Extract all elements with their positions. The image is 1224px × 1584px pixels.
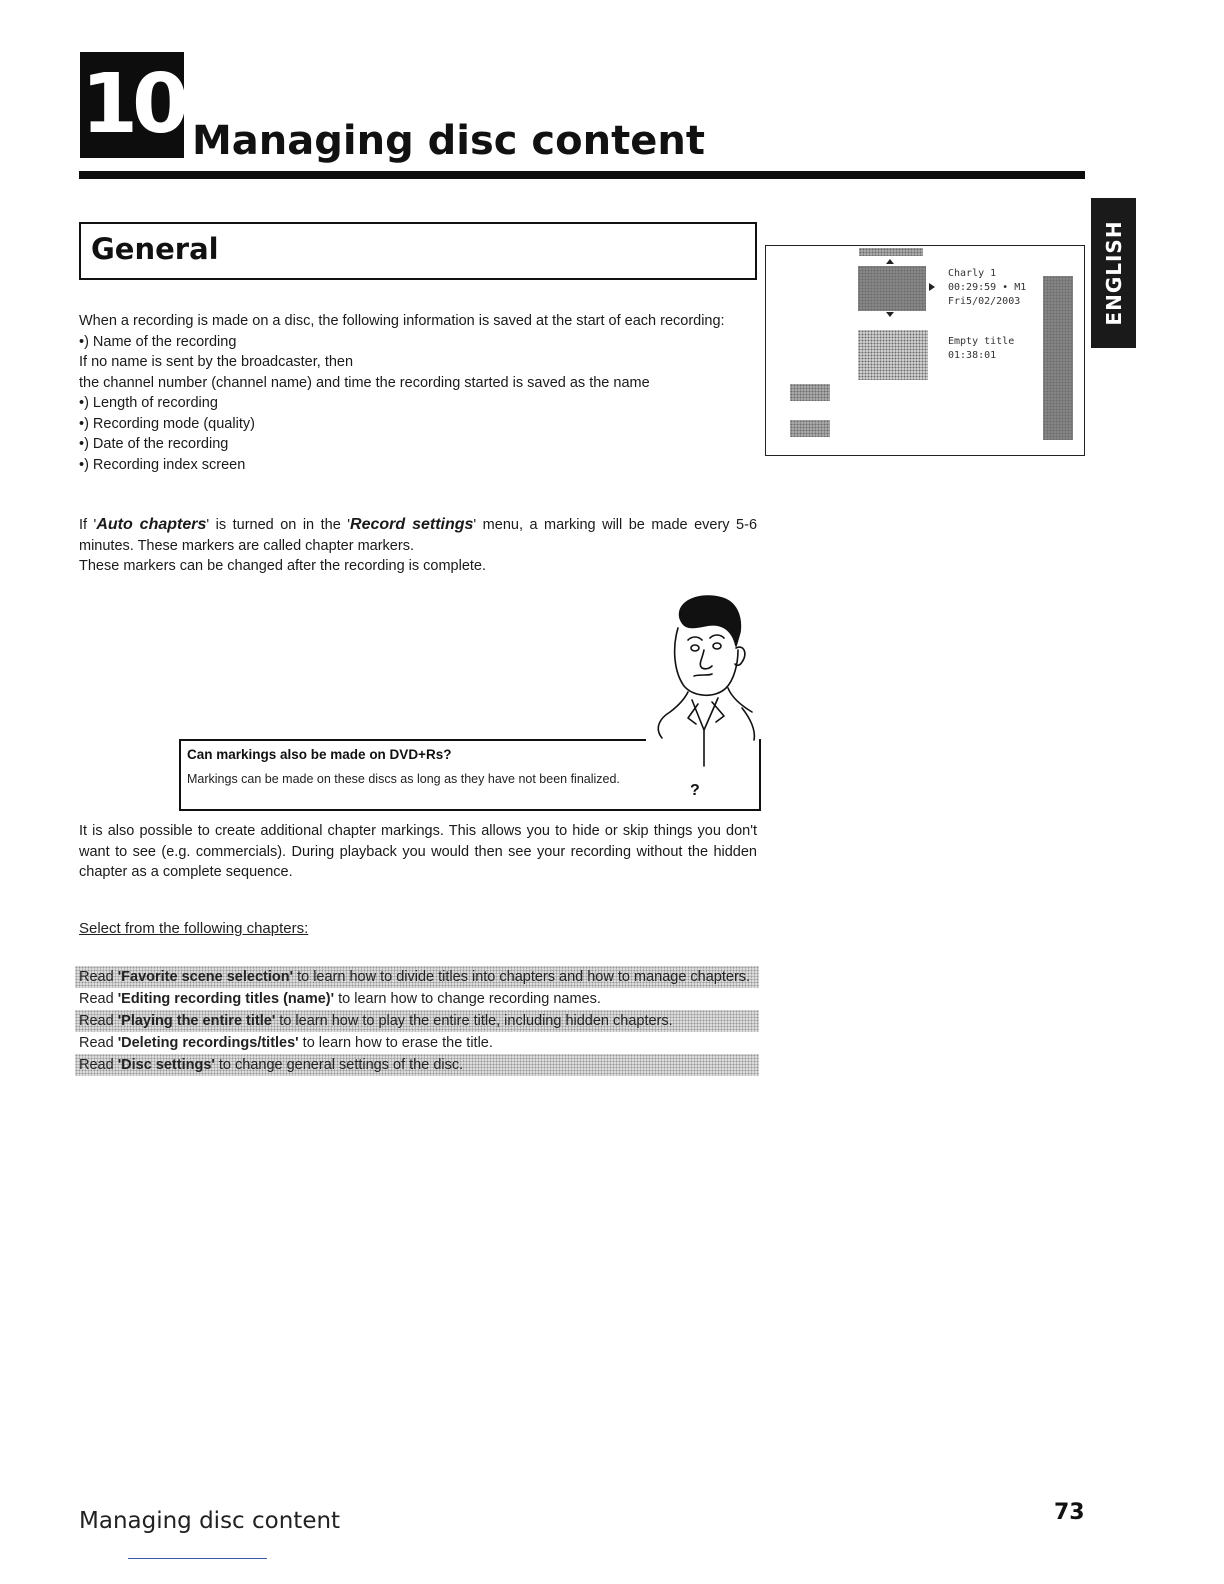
- tip-question: Can markings also be made on DVD+Rs?: [187, 747, 452, 762]
- chapter-link-editing-titles[interactable]: [75, 988, 759, 1010]
- screen-title2: Empty title: [948, 336, 1015, 347]
- screen-scrollbar: [1043, 276, 1073, 440]
- tip-box-top-rule: [181, 739, 646, 741]
- chapter-link-title: 'Deleting recordings/titles': [117, 1035, 299, 1051]
- tip-box: [179, 739, 761, 811]
- chapter-link-title: 'Playing the entire title': [117, 1013, 276, 1029]
- text-run: Read: [79, 1057, 118, 1073]
- intro-item: If no name is sent by the broadcaster, then: [79, 354, 354, 370]
- text-run: to learn how to change recording names.: [334, 991, 601, 1007]
- text-run: ' is turned on in the ': [206, 517, 351, 533]
- screen-top-bar: [859, 248, 923, 256]
- text-run: to change general settings of the disc.: [214, 1057, 464, 1073]
- screen-time2: 01:38:01: [948, 350, 997, 361]
- text-run: ' menu, a marking will be made every 5-6 minutes. These markers are called chapter markers.: [79, 517, 758, 554]
- screen-title1: Charly 1: [948, 268, 997, 279]
- auto-chapters-paragraph: [79, 515, 757, 577]
- text-run: Read: [79, 969, 118, 985]
- screen-date1: Fri5/02/2003: [948, 296, 1021, 307]
- section-title: General: [91, 232, 219, 266]
- chapter-link-deleting-recordings[interactable]: [75, 1032, 759, 1054]
- text-run: Read: [79, 991, 118, 1007]
- text-run: Read: [79, 1035, 118, 1051]
- index-screen-illustration: [765, 245, 1085, 456]
- text-run: to learn how to play the entire title, including hidden chapters.: [275, 1013, 673, 1029]
- chapter-title: Managing disc content: [192, 118, 705, 164]
- record-settings-term: Record settings: [350, 516, 474, 533]
- play-pointer-icon: [929, 283, 935, 291]
- intro-item: •) Name of the recording: [79, 333, 237, 350]
- thumbnail-empty: [858, 330, 928, 380]
- extra-markings-paragraph: It is also possible to create additional chapter markings. This allows you to hide or skip things you don't want to see (e.g. commercials). During playback you would then see your recording without the hidden chapter as a complete sequence.: [79, 823, 757, 880]
- screen-icon-1: [790, 384, 830, 401]
- page-number: 73: [1054, 1500, 1085, 1525]
- text-run: to learn how to erase the title.: [298, 1035, 493, 1051]
- question-mark: ?: [690, 782, 700, 799]
- thumbnail-selected: [858, 266, 926, 311]
- auto-chapters-line2: These markers can be changed after the recording is complete.: [79, 558, 487, 574]
- intro-item: •) Recording mode (quality): [79, 415, 255, 432]
- auto-chapters-line: [79, 515, 757, 556]
- tip-answer: Markings can be made on these discs as long as they have not been finalized.: [187, 772, 620, 786]
- chapter-link-disc-settings[interactable]: [75, 1054, 759, 1076]
- intro-item: •) Date of the recording: [79, 436, 229, 452]
- section-box: [79, 222, 757, 280]
- intro-item: the channel number (channel name) and time the recording started is saved as the name: [79, 374, 650, 391]
- intro-paragraph: [79, 311, 757, 475]
- text-run: If ': [79, 517, 97, 533]
- chapters-heading: Select from the following chapters:: [79, 920, 309, 937]
- chapter-link-title: 'Disc settings': [117, 1057, 215, 1073]
- up-arrow-icon: [886, 259, 894, 264]
- chapter-number: 10: [80, 57, 184, 152]
- text-run: Read: [79, 1013, 118, 1029]
- chapter-link-playing-entire-title[interactable]: [75, 1010, 759, 1032]
- chapter-link-favorite-scene[interactable]: [75, 966, 759, 988]
- footer-rule: [128, 1558, 267, 1559]
- intro-item: •) Length of recording: [79, 395, 218, 411]
- chapter-link-title: 'Favorite scene selection': [117, 969, 294, 985]
- intro-item: •) Recording index screen: [79, 456, 246, 473]
- screen-time1: 00:29:59 • M1: [948, 282, 1027, 293]
- chapter-number-box: [80, 52, 184, 158]
- text-run: to learn how to divide titles into chapters and how to manage chapters.: [293, 969, 751, 985]
- footer-title: Managing disc content: [79, 1508, 341, 1534]
- auto-chapters-term: Auto chapters: [96, 516, 207, 533]
- language-tab-label: ENGLISH: [1101, 220, 1126, 326]
- screen-icon-2: [790, 420, 830, 437]
- chapter-link-title: 'Editing recording titles (name)': [117, 991, 335, 1007]
- header-rule: [79, 171, 1085, 179]
- language-tab: [1091, 198, 1136, 348]
- down-arrow-icon: [886, 312, 894, 317]
- chapter-links-list: [75, 966, 759, 1076]
- intro-line: When a recording is made on a disc, the following information is saved at the start of each recording:: [79, 313, 725, 329]
